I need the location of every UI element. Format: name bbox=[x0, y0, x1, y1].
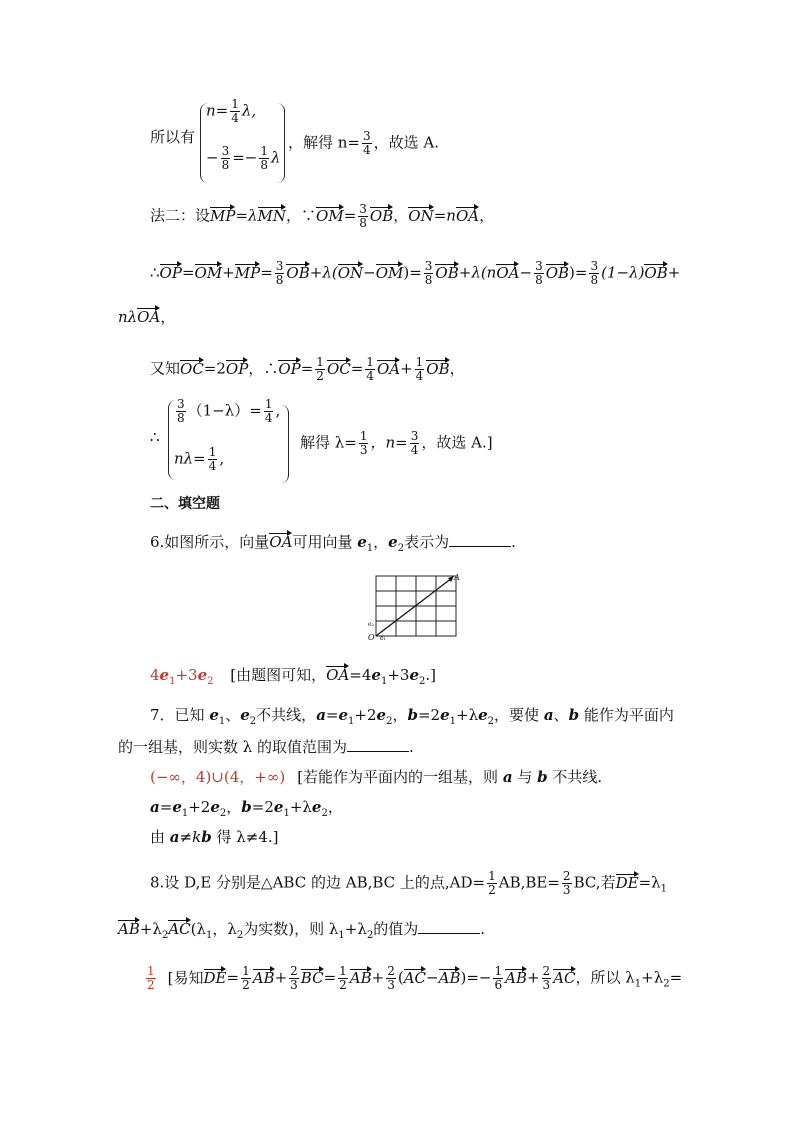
question-8-line2: $AB+\lambda_2AC(\lambda_1$，$\lambda_2$为实数)，则 $\lambda_1+\lambda_2$的值为 . bbox=[118, 920, 486, 941]
section-title: 二、填空题 bbox=[150, 496, 220, 512]
brace-right bbox=[276, 103, 285, 183]
brace-right bbox=[280, 405, 289, 483]
answer-blank bbox=[449, 546, 511, 547]
system-eq2: − $\frac{3}{8}$ =− $\frac{1}{8}$ λ bbox=[206, 144, 281, 172]
fraction: $\frac{3}{4}$ bbox=[363, 129, 371, 157]
line6-therefore: ∴ bbox=[150, 428, 160, 446]
system-eq1: $\frac{3}{8}$ （1−λ）= $\frac{1}{4}$ , bbox=[177, 397, 281, 425]
answer-7-line3: 由 a≠kb 得 λ≠4.] bbox=[150, 828, 279, 846]
answer-value: (−∞，4)∪(4，+∞) bbox=[150, 768, 286, 786]
system-eq1: n= $\frac{1}{4}$ λ, bbox=[206, 97, 257, 125]
solve-text: ，解得 n= $\frac{3}{4}$ ，故选 A. bbox=[288, 129, 440, 157]
answer-8: $\frac{1}{2}$ [易知DE= $\frac{1}{2}$ AB+ $\frac{2}{3}$ BC= $\frac{1}{2}$ AB+ $\frac{2}{3}$ (AC−AB)=− $\frac{1}{6}$ AB+ $\frac{2}{3}$ AC，所以 $\lambda_1+\lambda_2=$ bbox=[147, 964, 683, 992]
question-6: 6.如图所示，向量OA可用向量 $e_1$，$e_2$表示为 . bbox=[150, 533, 516, 554]
answer-blank bbox=[347, 751, 409, 752]
line3: ∴OP=OM+MP= $\frac{3}{8}$ OB+λ(ON−OM)= $\frac{3}{8}$ OB+λ(nOA− $\frac{3}{8}$ OB)= $\frac{3}{8}$ (1−λ)OB+ bbox=[150, 259, 681, 287]
solve-text: 解得 λ= $\frac{1}{3}$ ，n= $\frac{3}{4}$ ，故选 A.] bbox=[300, 429, 493, 457]
answer-7-line2: $a=e_1+2e_2$，$b=2e_1+\lambda e_2$， bbox=[150, 798, 343, 819]
grid-figure bbox=[366, 572, 462, 642]
oa-vector bbox=[376, 578, 452, 636]
line5: 又知OC=2OP，∴OP= $\frac{1}{2}$ OC= $\frac{1}{4}$ OA+ $\frac{1}{4}$ OB， bbox=[150, 355, 465, 383]
label-o: O bbox=[368, 633, 375, 642]
question-8-line1: 8.设 D,E 分别是△ABC 的边 AB,BC 上的点,AD= $\frac{1}{2}$ AB,BE= $\frac{2}{3}$ BC,若$DE=\lambda_1$ bbox=[150, 869, 668, 897]
line2: 法二：设MP=λMN，∵OM= $\frac{3}{8}$ OB，ON=nOA， bbox=[150, 202, 495, 230]
fraction: $\frac{3}{8}$ bbox=[221, 144, 230, 172]
fraction: $\frac{1}{4}$ bbox=[231, 97, 239, 125]
answer-blank bbox=[418, 933, 480, 934]
label-e1: e₁ bbox=[380, 635, 386, 642]
answer-6: $4e_1+3e_2$ [由题图可知，$OA=4e_1+3e_2$.] bbox=[150, 666, 437, 687]
system-eq2: nλ= $\frac{1}{4}$ , bbox=[174, 445, 225, 473]
fraction: $\frac{1}{8}$ bbox=[260, 144, 268, 172]
line4: nλOA， bbox=[118, 308, 176, 326]
answer-value: $\frac{1}{2}$ bbox=[147, 964, 155, 992]
answer-value: $4e_1+3e_2$ bbox=[150, 666, 214, 687]
label-a: A bbox=[454, 573, 460, 582]
label-e2: e₂ bbox=[368, 621, 374, 628]
answer-7-line1: (−∞，4)∪(4，+∞) [若能作为平面内的一组基，则 a 与 b 不共线. bbox=[150, 768, 603, 786]
line1 bbox=[150, 130, 195, 145]
text: 所以有 bbox=[150, 128, 196, 146]
question-7-line2: 的一组基，则实数 λ 的取值范围为 . bbox=[118, 738, 414, 756]
question-7-line1: 7．已知 $e_1$、$e_2$不共线，$a=e_1+2e_2$，$b=2e_1+\lambda e_2$，要使 a、b 能作为平面内 bbox=[150, 706, 674, 727]
